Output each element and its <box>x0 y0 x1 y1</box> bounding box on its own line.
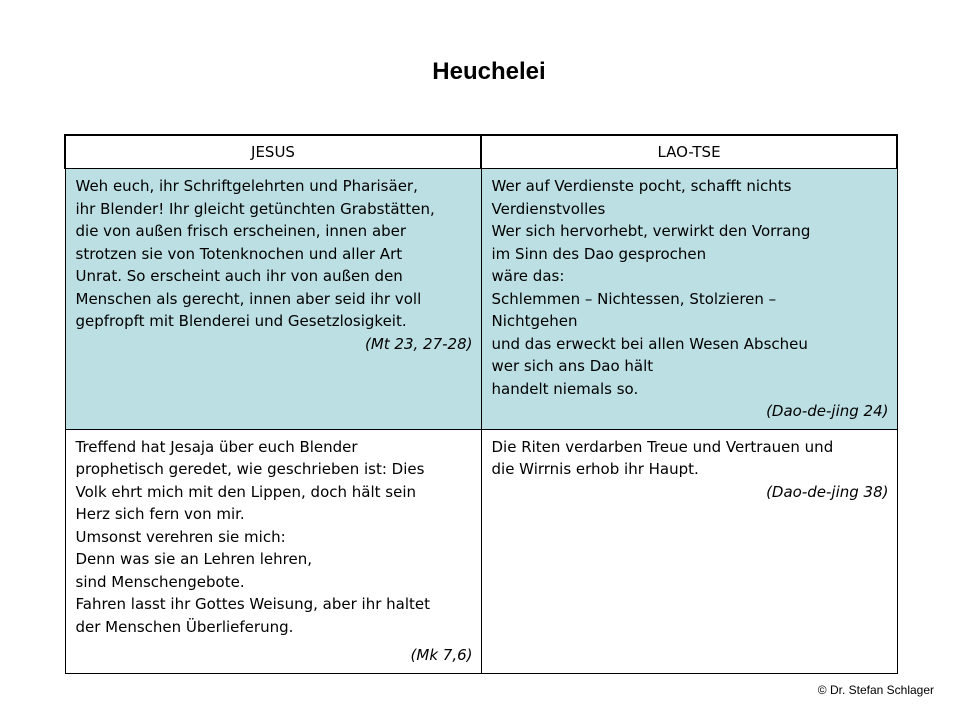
quote-line: Nichtgehen <box>491 312 578 330</box>
quote-line: Die Riten verdarben Treue und Vertrauen und <box>491 437 834 456</box>
quote-citation: (Dao-de-jing 38) <box>766 482 889 501</box>
quote-line: Verdienstvolles <box>491 199 606 218</box>
table-row <box>65 169 897 430</box>
quote-line: strotzen sie von Totenknochen und aller Art <box>75 244 403 263</box>
column-header-jesus: JESUS <box>65 135 481 169</box>
quote-line: Herz sich fern von mir. <box>75 505 245 523</box>
quote-line: im Sinn des Dao gesprochen <box>491 244 707 263</box>
quote-line: Treffend hat Jesaja über euch Blender <box>75 437 358 456</box>
quote-line: ihr Blender! Ihr gleicht getünchten Grabstätten, <box>75 199 435 218</box>
quote-line: Fahren lasst ihr Gottes Weisung, aber ihr haltet <box>75 595 430 613</box>
page-title: Heuchelei <box>432 58 546 85</box>
quote-line: Denn was sie an Lehren lehren, <box>75 550 312 568</box>
quote-line: Umsonst verehren sie mich: <box>75 527 286 546</box>
quote-line: Volk ehrt mich mit den Lippen, doch hält sein <box>75 482 416 501</box>
comparison-table <box>64 134 898 674</box>
quote-line: Schlemmen – Nichtessen, Stolzieren – <box>491 289 777 308</box>
quote-line: Wer auf Verdienste pocht, schafft nichts <box>491 177 792 195</box>
quote-citation: (Dao-de-jing 24) <box>766 402 889 420</box>
quote-line: Wer sich hervorhebt, verwirkt den Vorrang <box>491 222 811 240</box>
quote-line: sind Menschengebote. <box>75 572 245 591</box>
quote-line: die von außen frisch erscheinen, innen aber <box>75 222 407 240</box>
quote-line: gepfropft mit Blenderei und Gesetzlosigkeit. <box>75 312 407 330</box>
quote-citation: (Mk 7,6) <box>410 646 473 664</box>
quote-citation: (Mt 23, 27-28) <box>364 334 473 353</box>
copyright-notice: © Dr. Stefan Schlager <box>817 683 934 697</box>
table-row <box>65 429 897 673</box>
quote-line: der Menschen Überlieferung. <box>75 617 294 636</box>
quote-line: handelt niemals so. <box>491 379 639 398</box>
quote-line: Unrat. So erscheint auch ihr von außen den <box>75 267 403 285</box>
jesus-quote-cell <box>65 429 481 673</box>
quote-line: wäre das: <box>491 267 565 285</box>
header-row <box>65 135 897 169</box>
quote-line: wer sich ans Dao hält <box>491 357 654 375</box>
quote-line: die Wirrnis erhob ihr Haupt. <box>491 460 699 478</box>
column-header-laotse: LAO-TSE <box>481 135 897 169</box>
laotse-quote-cell <box>481 169 897 430</box>
quote-line: und das erweckt bei allen Wesen Abscheu <box>491 334 808 353</box>
laotse-quote-cell <box>481 429 897 673</box>
quote-line: prophetisch geredet, wie geschrieben ist: Dies <box>75 460 425 478</box>
quote-line: Menschen als gerecht, innen aber seid ihr voll <box>75 289 422 308</box>
jesus-quote-cell <box>65 169 481 430</box>
quote-line: Weh euch, ihr Schriftgelehrten und Pharisäer, <box>75 177 418 195</box>
